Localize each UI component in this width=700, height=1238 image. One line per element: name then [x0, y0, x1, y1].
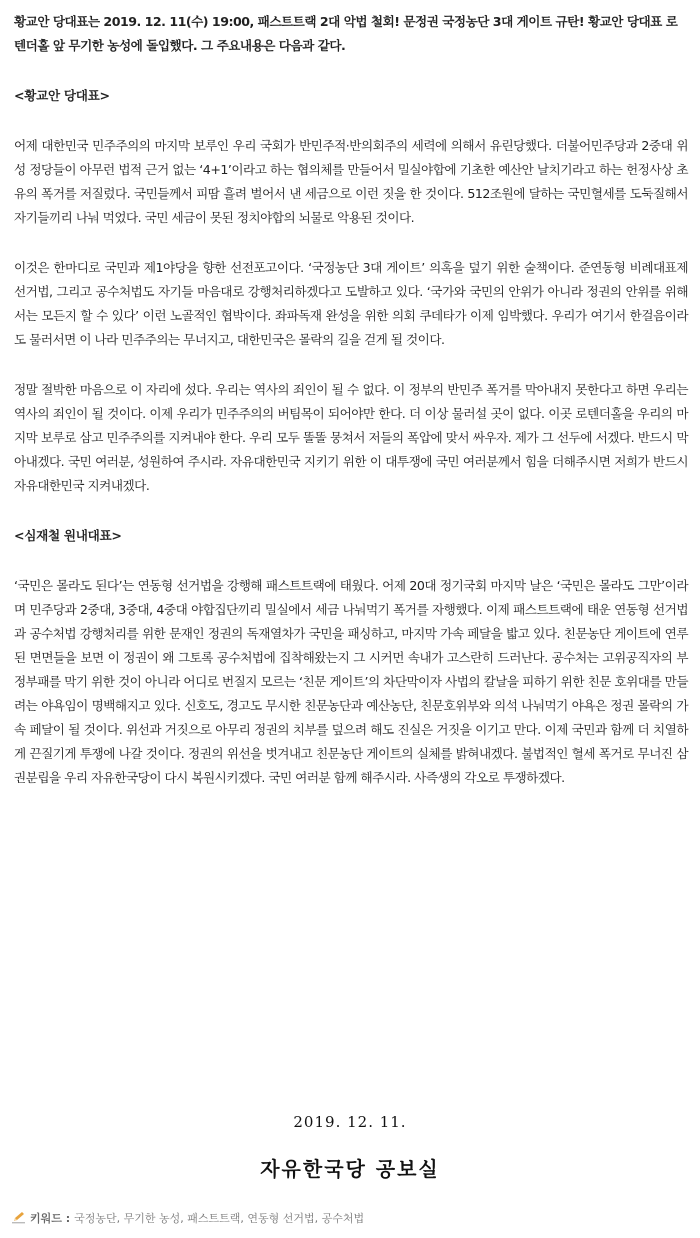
shim-paragraph-1: ‘국민은 몰라도 된다’는 연동형 선거법을 강행해 패스트트랙에 태웠다. 어제 20대 정기국회 마지막 날은 ‘국민은 몰라도 그만’이라며 민주당과 2중대, 3중대, 4중대 야합집단끼리 밀실에서 세금 나눠먹기 폭거를 자행했다. 이제 패스트트랙에 태운 연동형 선거법과 공수처법 강행처리를 위한 문재인 정권의 독재열차가 국민을 패싱하고, 마지막 가속 페달을 밟고 있다. 친문농단 게이트에 연루된 면면들을 보면 이 정권이 왜 그토록 공수처법에 집착해왔는지 그 시커먼 속내가 고스란히 드러난다. 공수처는 고위공직자의 부정부패를 막기 위한 것이 아니라 어디로 번질지 모르는 ‘친문 게이트’의 차단막이자 사법의 칼날을 피하기 위한 친문 호위대를 만들려는 야욕임이 명백해지고 있다. 신호도, 경고도 무시한 친문농단과 예산농단, 친문호위부와 의석 나눠먹기 야욕은 정권 몰락의 가속 페달이 될 것이다. 위선과 거짓으로 아무리 정권의 치부를 덮으려 해도 진실은 거짓을 이기고 만다. 이제 국민과 함께 더 치열하게 끈질기게 투쟁에 나갈 것이다. 정권의 위선을 벗겨내고 친문농단 게이트의 실체를 밝혀내겠다. 불법적인 혈세 폭거로 무너진 삼권분립을 우리 자유한국당이 다시 복원시키겠다. 국민 여러분 함께 해주시라. 사즉생의 각오로 투쟁하겠다.: [14, 578, 688, 785]
hwang-paragraph-3: 정말 절박한 마음으로 이 자리에 섰다. 우리는 역사의 죄인이 될 수 없다. 이 정부의 반민주 폭거를 막아내지 못한다고 하면 우리는 역사의 죄인이 될 것이다. 이제 우리가 민주주의의 버팀목이 되어야만 한다. 더 이상 물러설 곳이 없다. 이곳 로텐더홀을 우리의 마지막 보루로 삼고 민주주의를 지켜내야 한다. 우리 모두 똘똘 뭉쳐서 저들의 폭압에 맞서 싸우자. 제가 그 선두에 서겠다. 반드시 막아내겠다. 국민 여러분, 성원하여 주시라. 자유대한민국 지키기 위한 이 대투쟁에 국민 여러분께서 힘을 더해주시면 저희가 반드시 자유대한민국 지켜내겠다.: [14, 382, 688, 493]
pencil-icon: [12, 1212, 26, 1224]
section-heading-shim: <심재철 원내대표>: [14, 528, 122, 543]
issuing-organization: 자유한국당 공보실: [260, 1157, 440, 1181]
keywords-label: 키워드 :: [30, 1212, 71, 1225]
press-release-body: [14, 10, 688, 790]
section-heading-hwang: <황교안 당대표>: [14, 88, 110, 103]
hwang-paragraph-2: 이것은 한마디로 국민과 제1야당을 향한 선전포고이다. ‘국정농단 3대 게이트’ 의혹을 덮기 위한 술책이다. 준연동형 비례대표제 선거법, 그리고 공수처법도 자기들 마음대로 강행처리하겠다고 도발하고 있다. ‘국가와 국민의 안위가 아니라 정권의 안위를 위해서는 모든지 할 수 있다’ 이런 노골적인 협박이다. 좌파독재 완성을 위한 의회 쿠데타가 이제 임박했다. 우리가 여기서 한걸음이라도 물러서면 이 나라 민주주의는 무너지고, 대한민국은 몰락의 길을 걷게 될 것이다.: [14, 260, 688, 347]
lead-paragraph: 황교안 당대표는 2019. 12. 11(수) 19:00, 패스트트랙 2대 악법 철회! 문정권 국정농단 3대 게이트 규탄! 황교안 당대표 로텐더홀 앞 무기한 농성에 돌입했다. 그 주요내용은 다음과 같다.: [14, 14, 678, 53]
keywords-bar: [12, 1210, 364, 1226]
release-date: 2019. 12. 11.: [293, 1113, 407, 1131]
keywords-list: 국정농단, 무기한 농성, 패스트트랙, 연동형 선거법, 공수처법: [74, 1212, 365, 1225]
hwang-paragraph-1: 어제 대한민국 민주주의의 마지막 보루인 우리 국회가 반민주적·반의회주의 세력에 의해서 유린당했다. 더불어민주당과 2중대 위성 정당들이 아무런 법적 근거 없는 ‘4+1’이라고 하는 협의체를 만들어서 밀실야합에 기초한 예산안 날치기라고 하는 헌정사상 초유의 폭거를 저질렀다. 국민들께서 피땀 흘려 벌어서 낸 세금으로 이런 짓을 한 것이다. 512조원에 달하는 국민혈세를 도둑질해서 자기들끼리 나눠 먹었다. 국민 세금이 못된 정치야합의 뇌물로 악용된 것이다.: [14, 138, 688, 225]
